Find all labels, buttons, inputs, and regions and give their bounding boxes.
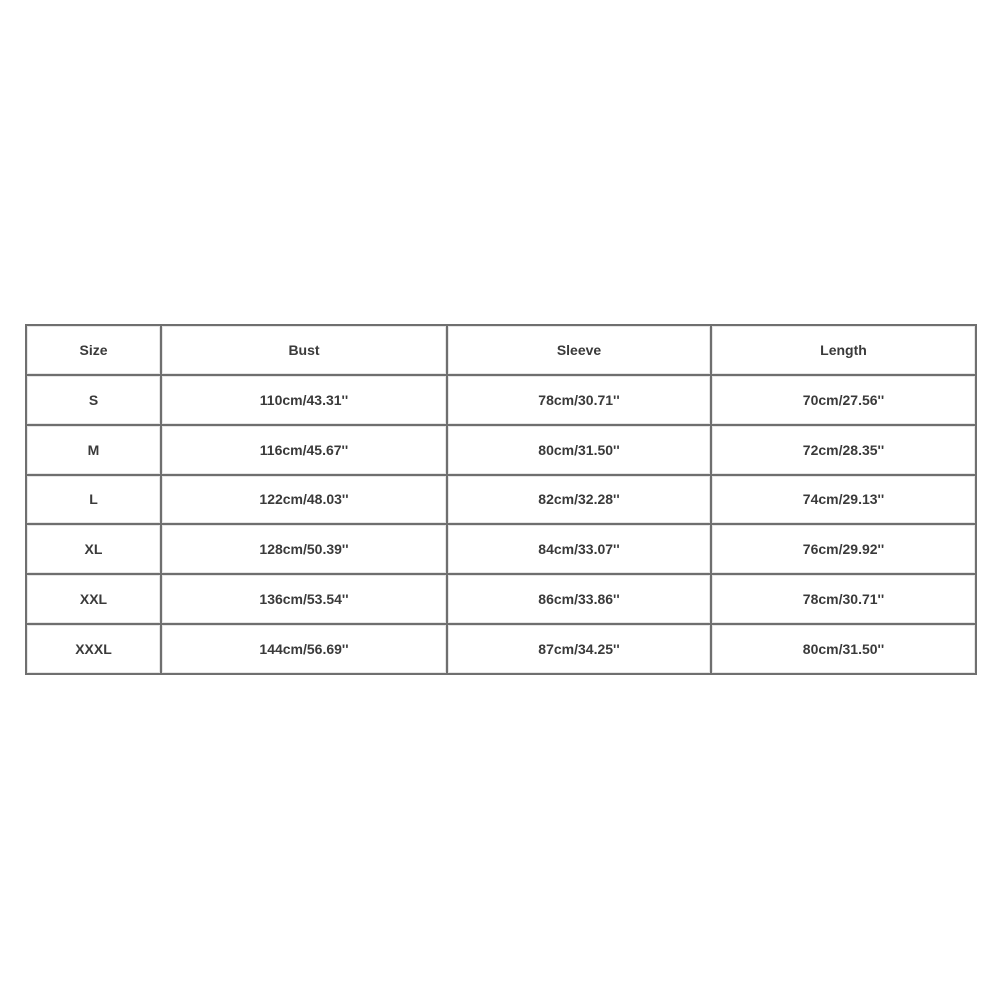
bust-cell: 128cm/50.39'': [161, 524, 447, 574]
header-size: Size: [26, 325, 161, 375]
size-cell: XL: [26, 524, 161, 574]
length-cell: 70cm/27.56'': [711, 375, 976, 425]
table-row: [26, 425, 976, 475]
sleeve-cell: 86cm/33.86'': [447, 574, 711, 624]
header-length: Length: [711, 325, 976, 375]
sleeve-cell: 80cm/31.50'': [447, 425, 711, 475]
size-cell: XXL: [26, 574, 161, 624]
sleeve-cell: 87cm/34.25'': [447, 624, 711, 674]
size-cell: L: [26, 475, 161, 525]
length-cell: 80cm/31.50'': [711, 624, 976, 674]
sleeve-cell: 82cm/32.28'': [447, 475, 711, 525]
table-row: [26, 524, 976, 574]
size-cell: S: [26, 375, 161, 425]
table-row: [26, 574, 976, 624]
sleeve-cell: 84cm/33.07'': [447, 524, 711, 574]
table-row: [26, 624, 976, 674]
table-header-row: [26, 325, 976, 375]
bust-cell: 136cm/53.54'': [161, 574, 447, 624]
size-chart-table: [25, 324, 977, 675]
length-cell: 72cm/28.35'': [711, 425, 976, 475]
bust-cell: 122cm/48.03'': [161, 475, 447, 525]
sleeve-cell: 78cm/30.71'': [447, 375, 711, 425]
length-cell: 78cm/30.71'': [711, 574, 976, 624]
size-cell: XXXL: [26, 624, 161, 674]
length-cell: 74cm/29.13'': [711, 475, 976, 525]
bust-cell: 144cm/56.69'': [161, 624, 447, 674]
bust-cell: 116cm/45.67'': [161, 425, 447, 475]
table-row: [26, 475, 976, 525]
header-bust: Bust: [161, 325, 447, 375]
bust-cell: 110cm/43.31'': [161, 375, 447, 425]
size-cell: M: [26, 425, 161, 475]
table-row: [26, 375, 976, 425]
length-cell: 76cm/29.92'': [711, 524, 976, 574]
header-sleeve: Sleeve: [447, 325, 711, 375]
